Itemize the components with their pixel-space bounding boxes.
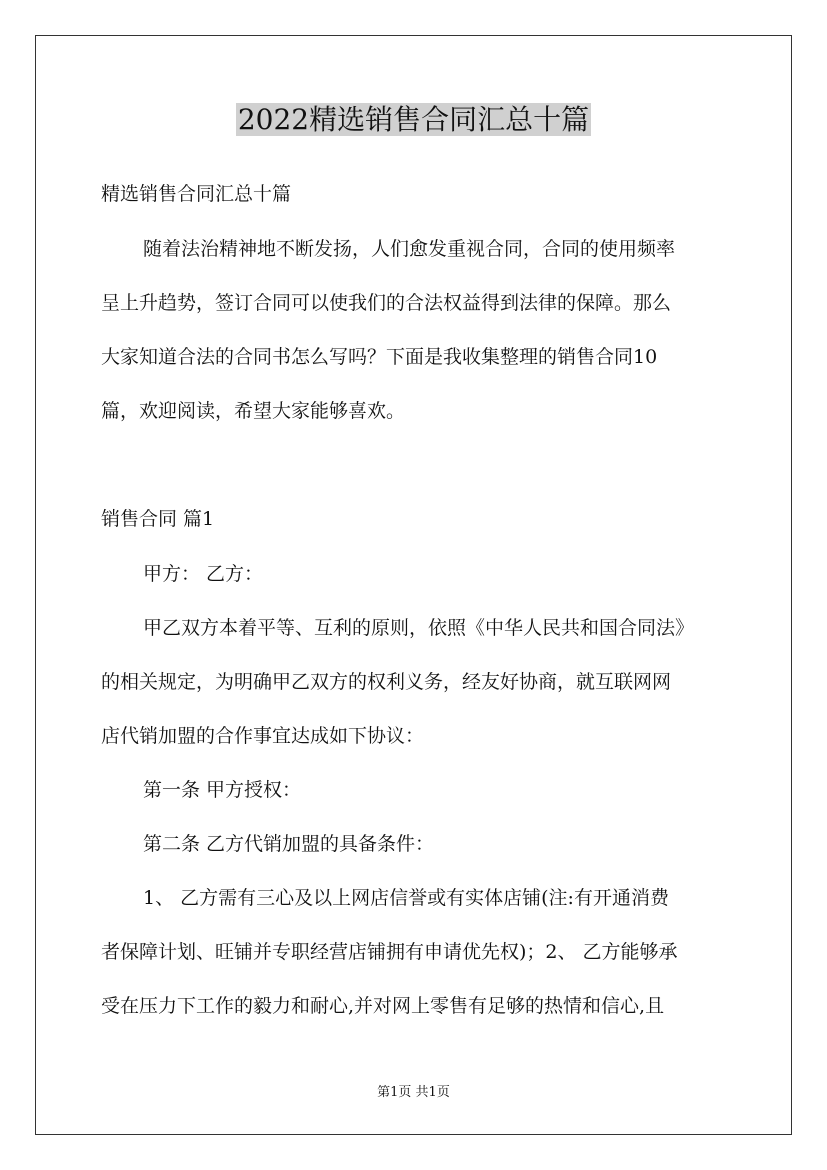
intro-line: 篇，欢迎阅读，希望大家能够喜欢。 bbox=[101, 400, 406, 422]
condition-line: 者保障计划、旺铺并专职经营店铺拥有申请优先权)；2、 乙方能够承 bbox=[101, 941, 678, 963]
preamble-line: 的相关规定，为明确甲乙双方的权利义务，经友好协商，就互联网网 bbox=[101, 671, 672, 693]
intro-line: 呈上升趋势，签订合同可以使我们的合法权益得到法律的保障。那么 bbox=[101, 292, 672, 314]
document-title bbox=[0, 98, 827, 142]
section-heading: 销售合同 篇1 bbox=[101, 508, 215, 530]
article-line: 第一条 甲方授权： bbox=[143, 779, 302, 801]
preamble-line: 店代销加盟的合作事宜达成如下协议： bbox=[101, 725, 425, 747]
document-subtitle: 精选销售合同汇总十篇 bbox=[101, 183, 292, 205]
intro-line: 大家知道合法的合同书怎么写吗？下面是我收集整理的销售合同10 bbox=[101, 346, 658, 368]
preamble-line: 甲乙双方本着平等、互利的原则，依照《中华人民共和国合同法》 bbox=[143, 617, 695, 639]
intro-line: 随着法治精神地不断发扬，人们愈发重视合同，合同的使用频率 bbox=[143, 238, 676, 260]
condition-line: 1、 乙方需有三心及以上网店信誉或有实体店铺(注:有开通消费 bbox=[143, 887, 669, 909]
article-line: 第二条 乙方代销加盟的具备条件： bbox=[143, 833, 435, 855]
page-footer: 第1页 共1页 bbox=[377, 1085, 450, 1100]
document-title-text: 2022精选销售合同汇总十篇 bbox=[237, 103, 590, 136]
condition-line: 受在压力下工作的毅力和耐心,并对网上零售有足够的热情和信心,且 bbox=[101, 995, 665, 1017]
parties-line: 甲方： 乙方： bbox=[143, 563, 264, 585]
